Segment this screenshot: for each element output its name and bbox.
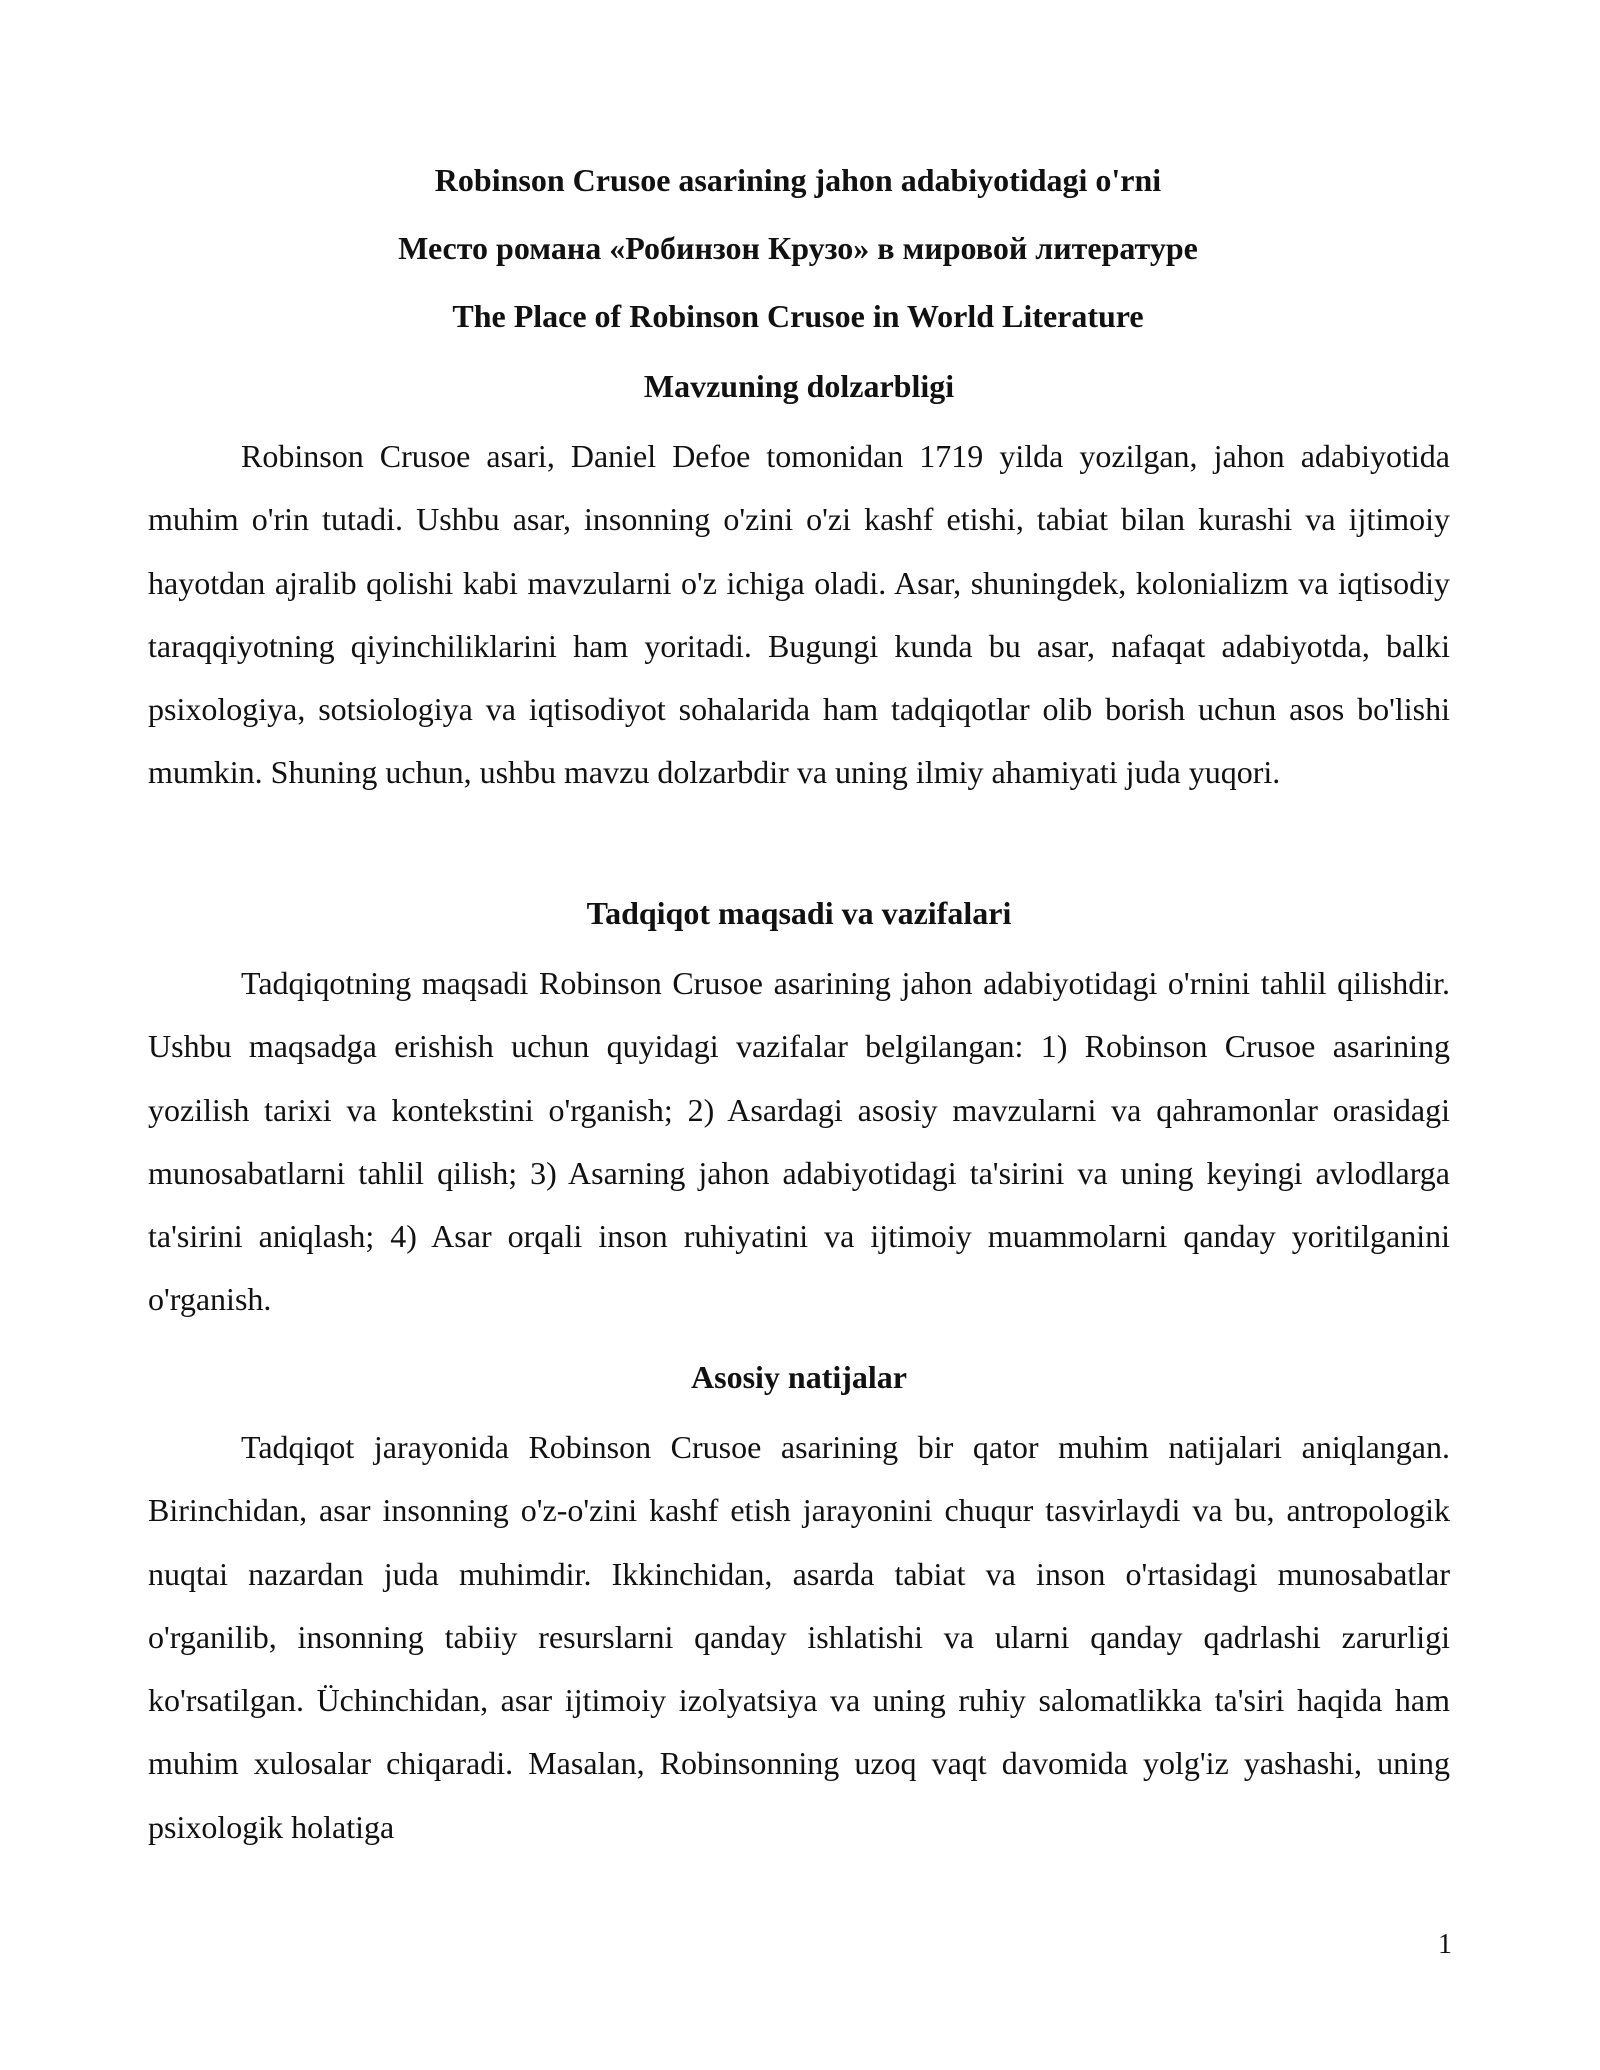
title-russian: Место романа «Робинзон Крузо» в мировой литературе (398, 230, 1198, 266)
page-number: 1 (1438, 1929, 1452, 1960)
section-heading-goals: Tadqiqot maqsadi va vazifalari (586, 895, 1012, 931)
section-paragraph-goals: Tadqiqotning maqsadi Robinson Crusoe asarining jahon adabiyotidagi o'rnini tahlil qilishdir. Ushbu maqsadga erishish uchun quyidagi vazifalar belgilangan: 1) Robinson Crusoe asarining yozilish tarixi va kontekstini o'rganish; 2) Asardagi asosiy mavzularni va qahramonlar orasidagi munosabatlarni tahlil qilish; 3) Asarning jahon adabiyotidagi ta'sirini va uning keyingi avlodlarga ta'sirini aniqlash; 4) Asar orqali inson ruhiyatini va ijtimoiy muammolarni qanday yoritilganini o'rganish. (148, 965, 1450, 1318)
section-heading-relevance: Mavzuning dolzarbligi (643, 368, 955, 404)
title-english: The Place of Robinson Crusoe in World Literature (452, 298, 1144, 334)
section-paragraph-relevance: Robinson Crusoe asari, Daniel Defoe tomonidan 1719 yilda yozilgan, jahon adabiyotida muhim o'rin tutadi. Ushbu asar, insonning o'zini o'zi kashf etishi, tabiat bilan kurashi va ijtimoiy hayotdan ajralib qolishi kabi mavzularni o'z ichiga oladi. Asar, shuningdek, kolonializm va iqtisodiy taraqqiyotning qiyinchiliklarini ham yoritadi. Bugungi kunda bu asar, nafaqat adabiyotda, balki psixologiya, sotsiologiya va iqtisodiyot sohalarida ham tadqiqotlar olib borish uchun asos bo'lishi mumkin. Shuning uchun, ushbu mavzu dolzarbdir va uning ilmiy ahamiyati juda yuqori. (148, 438, 1450, 791)
section-paragraph-results: Tadqiqot jarayonida Robinson Crusoe asarining bir qator muhim natijalari aniqlangan. Birinchidan, asar insonning o'z-o'zini kashf etish jarayonini chuqur tasvirlaydi va bu, antropologik nuqtai nazardan juda muhimdir. Ikkinchidan, asarda tabiat va inson o'rtasidagi munosabatlar o'rganilib, insonning tabiiy resurslarni qanday ishlatishi va ularni qanday qadrlashi zarurligi ko'rsatilgan. Üchinchidan, asar ijtimoiy izolyatsiya va uning ruhiy salomatlikka ta'siri haqida ham muhim xulosalar chiqaradi. Masalan, Robinsonning uzoq vaqt davomida yolg'iz yashashi, uning psixologik holatiga (148, 1429, 1450, 1845)
title-block (148, 146, 1448, 350)
title-uzbek: Robinson Crusoe asarining jahon adabiyotidagi o'rni (434, 162, 1162, 198)
section-heading-results: Asosiy natijalar (691, 1359, 907, 1395)
